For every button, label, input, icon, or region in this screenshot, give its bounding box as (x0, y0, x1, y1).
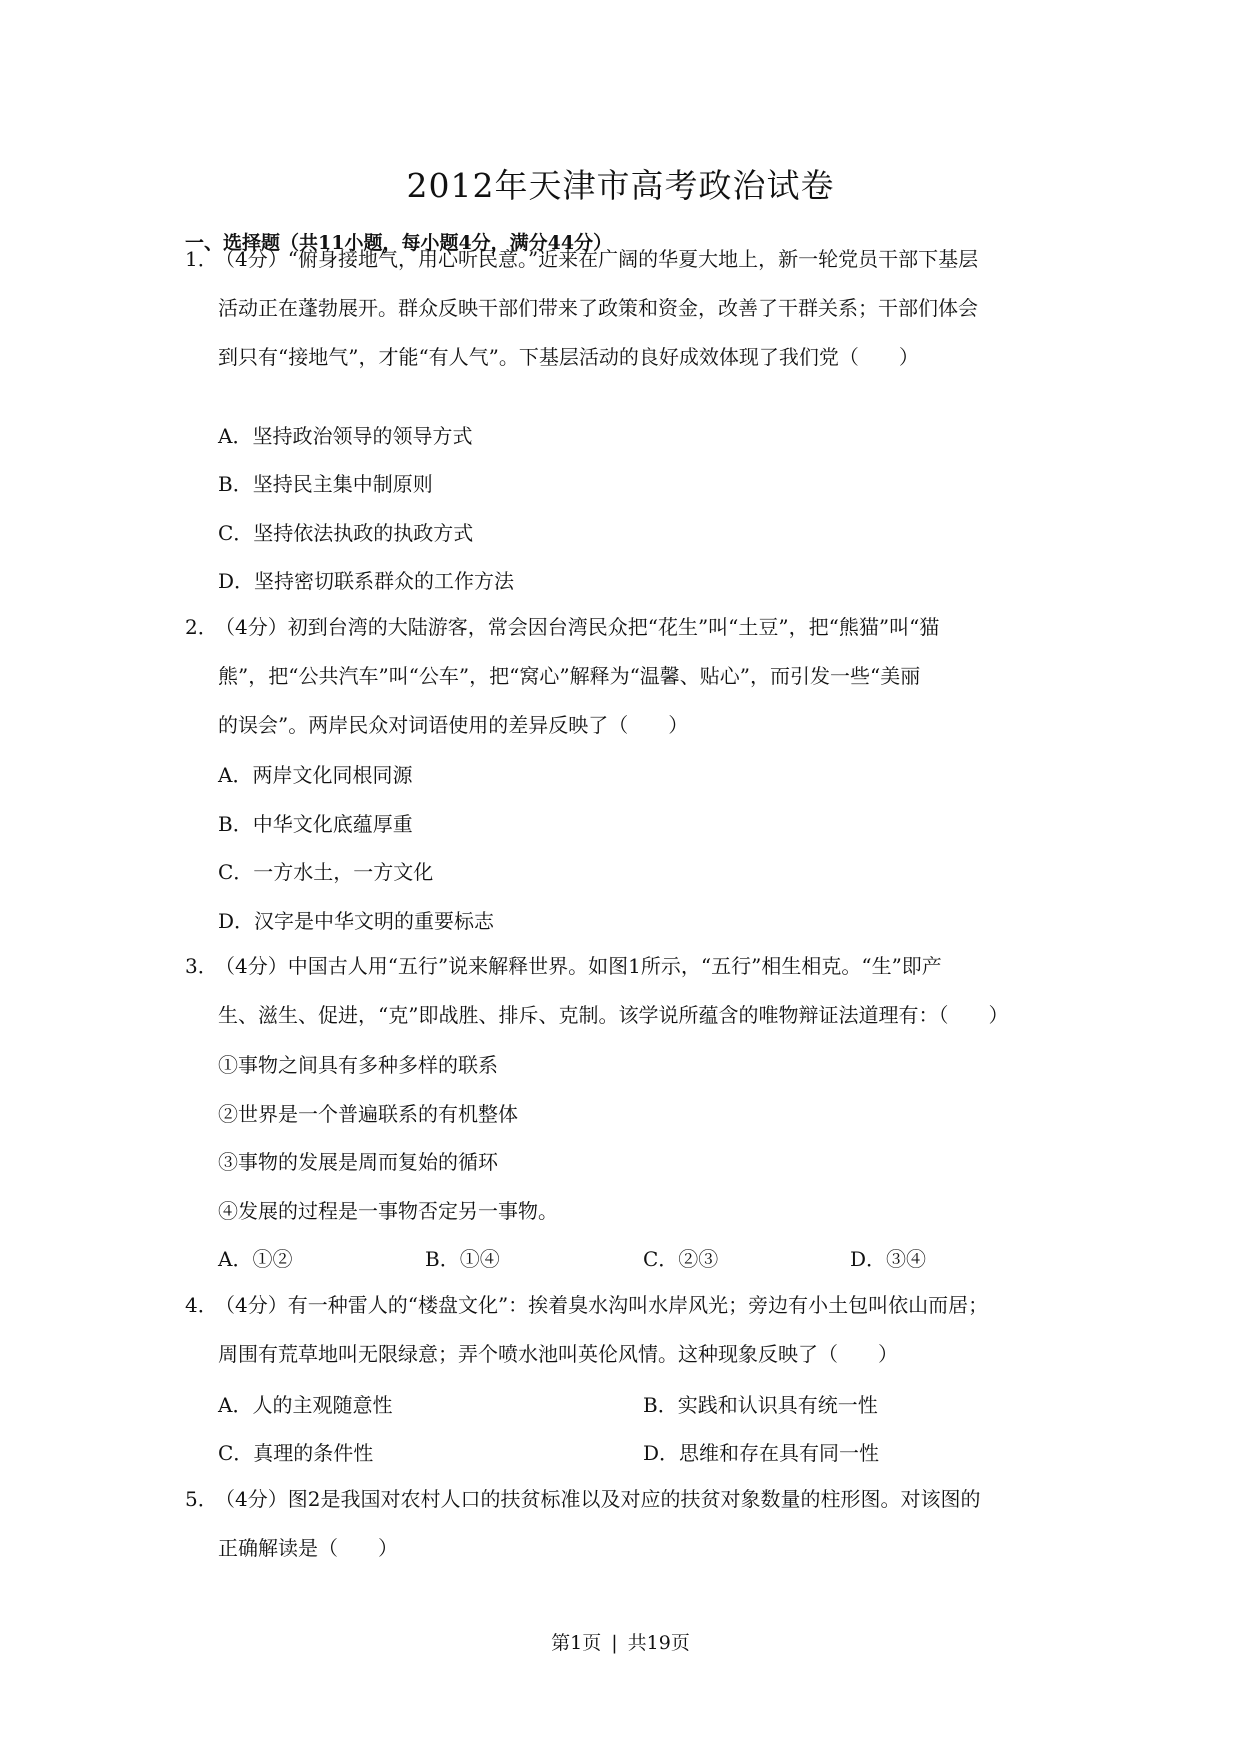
option-b: B．中华文化底蕴厚重 (218, 812, 413, 836)
question-1 (185, 235, 1065, 382)
page-title: 2012年天津市高考政治试卷 (406, 166, 835, 205)
question-text-line: （4分）“俯身接地气，用心听民意。”近来在广阔的华夏大地上，新一轮党员干部下基层 (215, 247, 979, 271)
question-text-line: 熊”，把“公共汽车”叫“公车”，把“窝心”解释为“温馨、贴心”，而引发一些“美丽 (218, 664, 921, 688)
statement-4: ④发展的过程是一事物否定另一事物。 (218, 1199, 558, 1223)
question-3 (185, 942, 1065, 1040)
question-text-line: 周围有荒草地叫无限绿意；弄个喷水池叫英伦风情。这种现象反映了（ ） (218, 1342, 898, 1366)
question-2 (185, 603, 1065, 750)
question-text-line: （4分）中国古人用“五行”说来解释世界。如图1所示，“五行”相生相克。“生”即产 (215, 954, 942, 978)
question-text-line: （4分）有一种雷人的“楼盘文化”：挨着臭水沟叫水岸风光；旁边有小土包叫依山而居； (215, 1293, 989, 1317)
option-d: D．汉字是中华文明的重要标志 (218, 909, 495, 933)
question-text-line: 的误会”。两岸民众对词语使用的差异反映了（ ） (218, 713, 689, 737)
option-c: C．②③ (643, 1247, 719, 1271)
question-text-line: 活动正在蓬勃展开。群众反映干部们带来了政策和资金，改善了干群关系；干部们体会 (218, 296, 978, 320)
question-text-line: 正确解读是（ ） (218, 1536, 398, 1560)
page-number: 第1页 (551, 1632, 602, 1654)
option-d: D．思维和存在具有同一性 (643, 1441, 880, 1465)
option-a: A．人的主观随意性 (218, 1393, 393, 1417)
option-a: A．①② (218, 1247, 293, 1271)
option-d: D．坚持密切联系群众的工作方法 (218, 569, 515, 593)
option-b: B．坚持民主集中制原则 (218, 472, 433, 496)
question-number: 5． (185, 1487, 218, 1511)
question-text-line: 生、滋生、促进，“克”即战胜、排斥、克制。该学说所蕴含的唯物辩证法道理有：（ ） (218, 1003, 1009, 1027)
question-number: 1． (185, 247, 218, 271)
question-5 (185, 1475, 1065, 1573)
option-a: A．坚持政治领导的领导方式 (218, 424, 473, 448)
statement-2: ②世界是一个普遍联系的有机整体 (218, 1102, 518, 1126)
option-c: C．真理的条件性 (218, 1441, 374, 1465)
question-text-line: （4分）初到台湾的大陆游客，常会因台湾民众把“花生”叫“土豆”，把“熊猫”叫“猫 (215, 615, 940, 639)
option-a: A．两岸文化同根同源 (218, 763, 413, 787)
statement-3: ③事物的发展是周而复始的循环 (218, 1150, 498, 1174)
option-d: D．③④ (850, 1247, 927, 1271)
question-4 (185, 1281, 1065, 1379)
question-text-line: 到只有“接地气”，才能“有人气”。下基层活动的良好成效体现了我们党（ ） (218, 345, 919, 369)
statement-1: ①事物之间具有多种多样的联系 (218, 1053, 498, 1077)
question-number: 3． (185, 954, 218, 978)
section-heading: 一、选择题（共11小题，每小题4分，满分44分） (185, 232, 613, 254)
question-number: 2． (185, 615, 218, 639)
option-c: C．坚持依法执政的执政方式 (218, 521, 474, 545)
page-total: 共19页 (627, 1632, 690, 1654)
question-text-line: （4分）图2是我国对农村人口的扶贫标准以及对应的扶贫对象数量的柱形图。对该图的 (215, 1487, 981, 1511)
page-footer (0, 1628, 1241, 1655)
footer-separator: | (611, 1632, 618, 1654)
question-number: 4． (185, 1293, 218, 1317)
option-c: C．一方水土，一方文化 (218, 860, 434, 884)
option-b: B．①④ (425, 1247, 500, 1271)
option-b: B．实践和认识具有统一性 (643, 1393, 878, 1417)
